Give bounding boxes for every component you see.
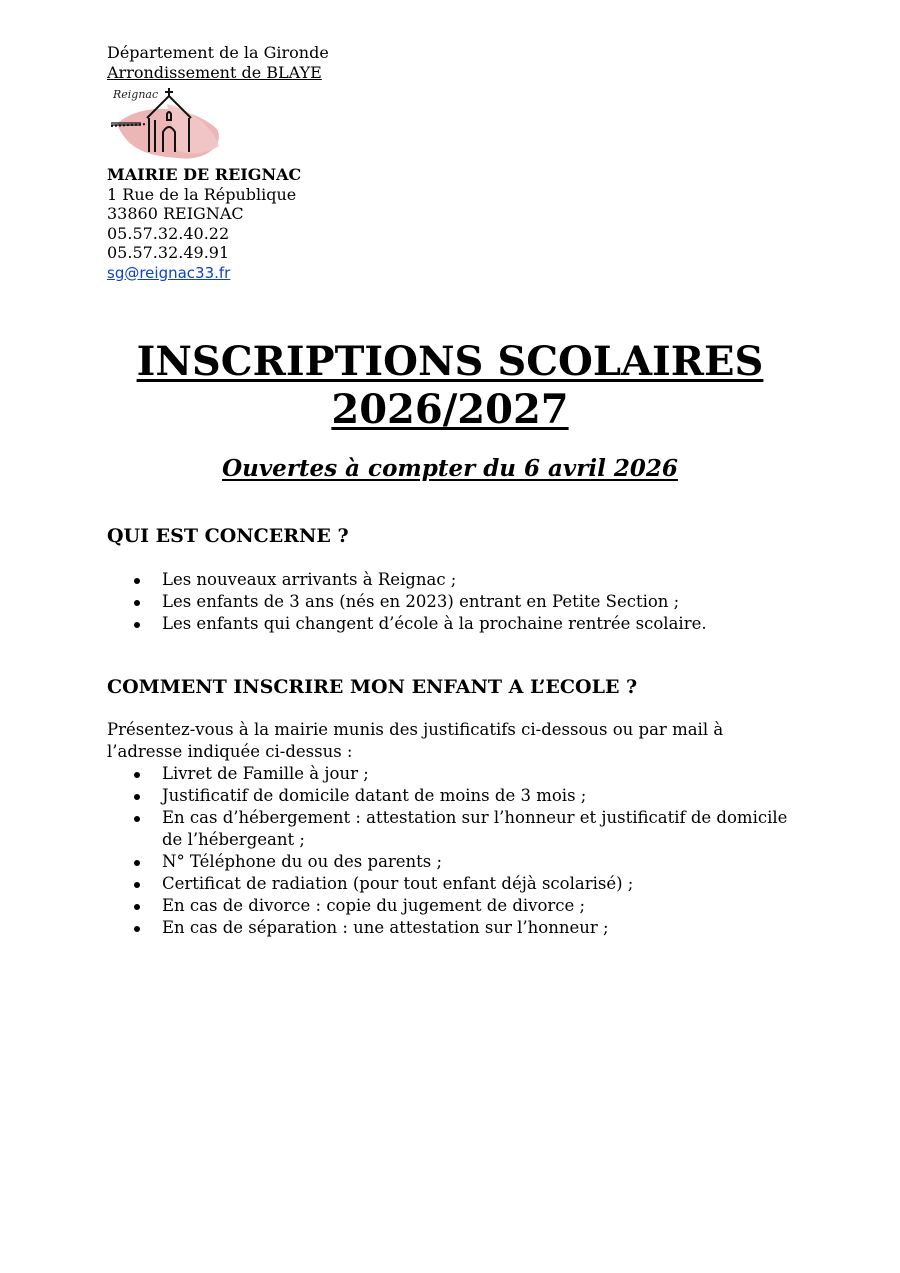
bullet-icon: [134, 860, 140, 866]
bullet-icon: [134, 882, 140, 888]
arrondissement-text: Arrondissement de BLAYE: [107, 62, 322, 82]
title-line-1: INSCRIPTIONS SCOLAIRES: [136, 338, 764, 385]
logo-text: Reignac: [113, 88, 159, 101]
page-title: [0, 338, 900, 434]
documents-list: [134, 763, 794, 939]
bullet-icon: [134, 622, 140, 628]
list-item: Les enfants de 3 ans (nés en 2023) entrant en Petite Section ;: [134, 591, 794, 613]
list-item: En cas de séparation : une attestation sur l’honneur ;: [134, 917, 794, 939]
list-item: Justificatif de domicile datant de moins de 3 mois ;: [134, 785, 794, 807]
bullet-icon: [134, 772, 140, 778]
section-heading-how: COMMENT INSCRIRE MON ENFANT A L’ECOLE ?: [107, 676, 638, 698]
subtitle-text: Ouvertes à compter du 6 avril 2026: [222, 455, 678, 482]
list-item: Les enfants qui changent d’école à la prochaine rentrée scolaire.: [134, 613, 794, 635]
list-item: En cas de divorce : copie du jugement de divorce ;: [134, 895, 794, 917]
bullet-icon: [134, 816, 140, 822]
list-item: En cas d’hébergement : attestation sur l’honneur et justificatif de domicile de l’hébergeant ;: [134, 807, 794, 851]
how-intro-text: Présentez-vous à la mairie munis des justificatifs ci-dessous ou par mail à l’adresse indiquée ci-dessus :: [107, 720, 724, 761]
page-subtitle: [0, 455, 900, 483]
phone-1: 05.57.32.40.22: [107, 223, 230, 243]
church-logo-icon: [107, 84, 227, 164]
mairie-name: MAIRIE DE REIGNAC: [107, 165, 302, 184]
list-item: N° Téléphone du ou des parents ;: [134, 851, 794, 873]
email-link[interactable]: sg@reignac33.fr: [107, 263, 231, 282]
list-item: Livret de Famille à jour ;: [134, 763, 794, 785]
title-line-2: 2026/2027: [331, 386, 569, 433]
reignac-logo: [107, 84, 227, 164]
bullet-icon: [134, 578, 140, 584]
bullet-icon: [134, 794, 140, 800]
bullet-icon: [134, 904, 140, 910]
contact-block: [107, 165, 301, 283]
list-item: Les nouveaux arrivants à Reignac ;: [134, 569, 794, 591]
section-heading-who: QUI EST CONCERNE ?: [107, 525, 349, 547]
address-city: 33860 REIGNAC: [107, 204, 244, 223]
bullet-icon: [134, 600, 140, 606]
who-list: [134, 569, 794, 635]
phone-2: 05.57.32.49.91: [107, 243, 230, 262]
bullet-icon: [134, 926, 140, 932]
header-block: [107, 43, 329, 82]
address-street: 1 Rue de la République: [107, 184, 297, 204]
department-text: Département de la Gironde: [107, 43, 329, 62]
list-item: Certificat de radiation (pour tout enfant déjà scolarisé) ;: [134, 873, 794, 895]
